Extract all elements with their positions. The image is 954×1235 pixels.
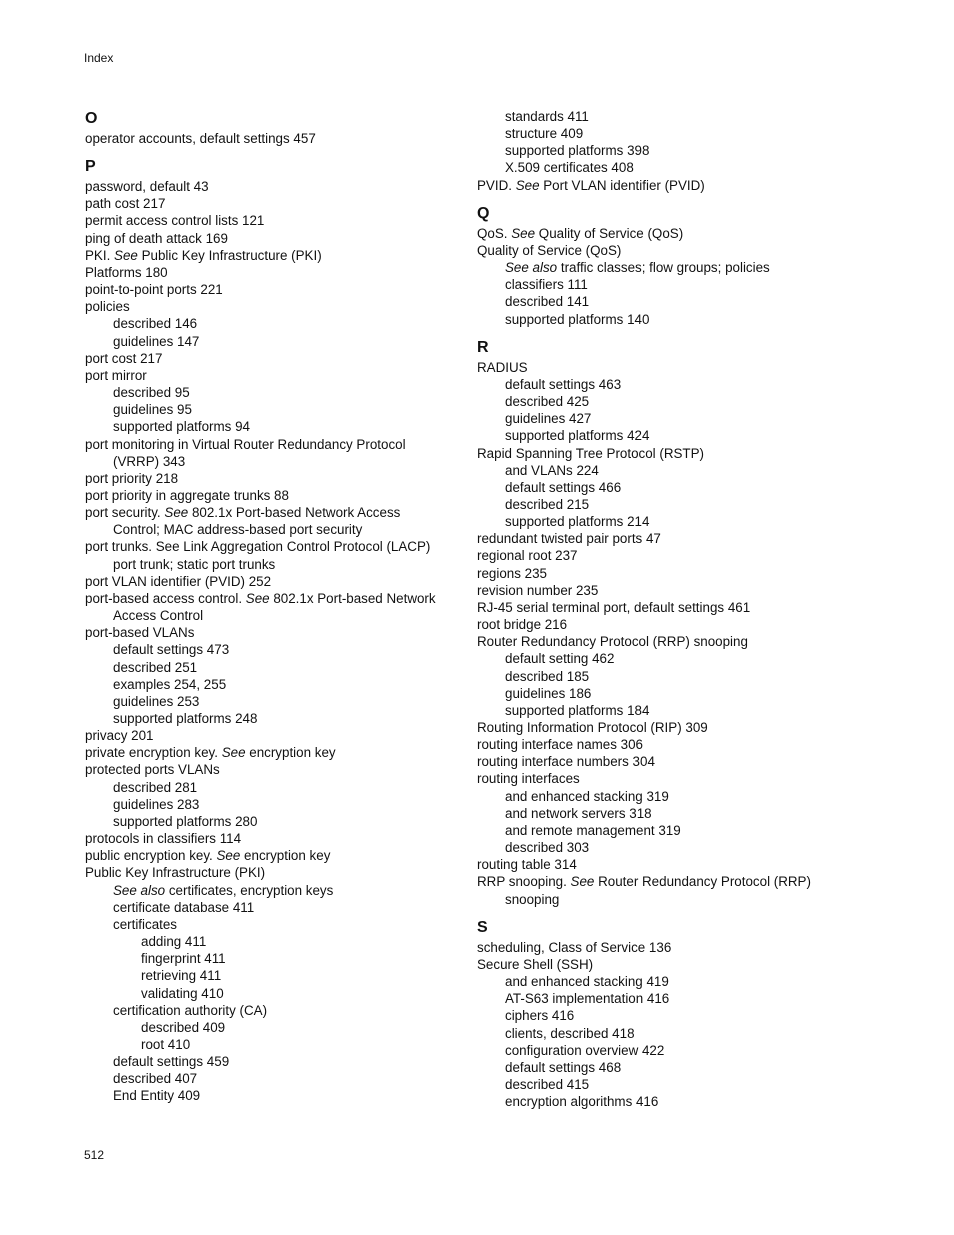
index-subentry [477, 685, 857, 702]
index-subentry [85, 1070, 465, 1087]
index-entry [85, 298, 465, 315]
index-text: protected ports VLANs [85, 762, 220, 778]
index-subentry [85, 813, 465, 830]
index-entry [85, 230, 465, 247]
index-text: guidelines 147 [113, 333, 200, 349]
index-text: Public Key Infrastructure (PKI) [85, 865, 266, 881]
index-subentry [85, 916, 465, 933]
index-entry [477, 599, 857, 616]
index-subentry [477, 462, 857, 479]
index-entry [477, 753, 857, 770]
index-subentry [85, 333, 465, 350]
index-entry [85, 281, 465, 298]
index-text: RADIUS [477, 359, 528, 375]
index-text: and enhanced stacking 419 [505, 974, 669, 990]
index-text: certificates [113, 916, 177, 932]
index-text: AT-S63 implementation 416 [505, 991, 670, 1007]
index-text: standards 411 [505, 109, 589, 124]
index-subsubentry [85, 1036, 465, 1053]
index-subentry [477, 1025, 857, 1042]
index-text: port-based VLANs [85, 625, 195, 641]
index-section-letter: R [477, 338, 489, 356]
index-subentry [477, 839, 857, 856]
index-text: Router Redundancy Protocol (RRP) snooping [477, 634, 748, 650]
index-subentry [85, 453, 465, 470]
index-section-letter: O [85, 110, 98, 127]
index-entry [85, 830, 465, 847]
index-subentry [85, 899, 465, 916]
index-subentry [477, 650, 857, 667]
index-text: and enhanced stacking 319 [505, 788, 669, 804]
index-text: redundant twisted pair ports 47 [477, 531, 661, 547]
index-text: adding 411 [141, 934, 207, 950]
cross-reference-term: See [570, 874, 595, 890]
index-text: encryption key [245, 745, 336, 761]
index-text: supported platforms 424 [505, 428, 650, 444]
index-subentry [85, 693, 465, 710]
index-text: certificates, encryption keys [165, 882, 334, 898]
index-text: path cost 217 [85, 196, 166, 212]
cross-reference-term: See [511, 225, 536, 241]
index-subentry [477, 805, 857, 822]
index-entry [85, 487, 465, 504]
index-text: default settings 466 [505, 479, 622, 495]
index-text: Public Key Infrastructure (PKI) [137, 247, 322, 263]
cross-reference-term: See [221, 745, 246, 761]
index-text: PVID. [477, 177, 516, 193]
index-text: public encryption key. [85, 848, 217, 864]
index-entry [477, 719, 857, 736]
index-text: supported platforms 140 [505, 311, 650, 327]
index-entry [85, 504, 465, 521]
index-subentry [477, 822, 857, 839]
cross-reference-term: See also [505, 260, 558, 276]
index-text: retrieving 411 [141, 968, 222, 984]
index-text: root bridge 216 [477, 617, 568, 633]
index-subentry [477, 293, 857, 310]
index-text: port VLAN identifier (PVID) 252 [85, 573, 272, 589]
index-text: configuration overview 422 [505, 1042, 665, 1058]
index-entry [477, 565, 857, 582]
index-subentry [85, 418, 465, 435]
index-text: point-to-point ports 221 [85, 282, 223, 298]
index-entry [85, 436, 465, 453]
index-entry [477, 359, 857, 376]
index-subsubentry [85, 985, 465, 1002]
index-entry [477, 547, 857, 564]
index-subentry [477, 276, 857, 293]
index-text: described 146 [113, 316, 198, 332]
index-text: PKI. [85, 247, 115, 263]
index-text: password, default 43 [85, 179, 209, 195]
index-entry [477, 242, 857, 259]
index-text: 802.1x Port-based Network [269, 590, 436, 606]
index-text: clients, described 418 [505, 1025, 635, 1041]
index-text: privacy 201 [85, 728, 154, 744]
index-text: encryption algorithms 416 [505, 1094, 659, 1110]
index-text: supported platforms 94 [113, 419, 250, 435]
index-text: fingerprint 411 [141, 951, 226, 967]
index-text: default settings 473 [113, 642, 230, 658]
index-text: RRP snooping. [477, 874, 571, 890]
index-subentry [85, 710, 465, 727]
index-text: examples 254, 255 [113, 676, 227, 692]
index-entry [85, 130, 465, 147]
index-text: revision number 235 [477, 582, 599, 598]
index-subentry [477, 788, 857, 805]
index-text: validating 410 [141, 985, 224, 1001]
index-text: port monitoring in Virtual Router Redundancy Protocol [85, 436, 406, 452]
index-subentry [477, 376, 857, 393]
index-text: described 407 [113, 1071, 198, 1087]
index-section-letter: P [85, 158, 96, 176]
index-entry [477, 873, 857, 890]
index-text: supported platforms 280 [113, 813, 258, 829]
index-entry [85, 573, 465, 590]
index-text: Platforms 180 [85, 264, 168, 280]
index-subentry [85, 641, 465, 658]
index-text: port priority 218 [85, 470, 179, 486]
index-entry [477, 445, 857, 462]
index-text: Port VLAN identifier (PVID) [539, 177, 705, 193]
index-text: 802.1x Port-based Network Access [188, 505, 401, 521]
index-text: port-based access control. [85, 590, 246, 606]
index-subentry [477, 496, 857, 513]
index-entry [477, 633, 857, 650]
index-entry [85, 727, 465, 744]
index-subentry [85, 1002, 465, 1019]
index-text: permit access control lists 121 [85, 213, 265, 229]
index-subentry [477, 311, 857, 328]
index-subentry [477, 159, 857, 176]
index-subentry [477, 393, 857, 410]
index-subentry [85, 676, 465, 693]
index-text: X.509 certificates 408 [505, 160, 634, 176]
index-entry [477, 225, 857, 242]
index-text: default setting 462 [505, 651, 615, 667]
index-subentry [477, 973, 857, 990]
index-text: guidelines 186 [505, 685, 592, 701]
index-entry [85, 864, 465, 881]
index-subentry [477, 125, 857, 142]
index-text: End Entity 409 [113, 1088, 201, 1104]
index-text: Routing Information Protocol (RIP) 309 [477, 720, 708, 735]
index-entry [477, 582, 857, 599]
index-text: RJ-45 serial terminal port, default settings 461 [477, 599, 751, 615]
index-entry [477, 939, 857, 956]
index-text: described 185 [505, 668, 590, 684]
index-text: guidelines 95 [113, 402, 192, 418]
index-subentry [85, 779, 465, 796]
index-entry [85, 590, 465, 607]
index-entry [85, 847, 465, 864]
index-text: default settings 468 [505, 1059, 622, 1075]
index-text: private encryption key. [85, 745, 222, 761]
index-entry [85, 264, 465, 281]
index-text: ping of death attack 169 [85, 230, 228, 246]
index-subentry [85, 384, 465, 401]
index-text: operator accounts, default settings 457 [85, 131, 316, 146]
index-subentry [85, 556, 465, 573]
index-text: Router Redundancy Protocol (RRP) [594, 874, 811, 890]
index-subentry [85, 521, 465, 538]
index-subsubentry [85, 1019, 465, 1036]
index-text: Quality of Service (QoS) [535, 225, 684, 241]
index-subentry [477, 108, 857, 125]
index-text: regions 235 [477, 565, 547, 581]
index-column-left [85, 108, 465, 1105]
index-text: classifiers 111 [505, 277, 588, 293]
index-text: and network servers 318 [505, 805, 652, 821]
index-text: Access Control [113, 608, 204, 624]
index-entry [85, 195, 465, 212]
index-subentry [477, 1093, 857, 1110]
index-text: described 415 [505, 1076, 590, 1092]
index-text: routing table 314 [477, 857, 577, 873]
cross-reference-term: See [515, 177, 540, 193]
index-text: and VLANs 224 [505, 462, 599, 478]
index-subsubentry [85, 967, 465, 984]
index-subentry [85, 315, 465, 332]
index-subentry [477, 990, 857, 1007]
index-text: default settings 463 [505, 376, 622, 392]
index-text: guidelines 283 [113, 796, 200, 812]
index-subentry [477, 259, 857, 276]
index-subentry [85, 1053, 465, 1070]
index-text: port cost 217 [85, 350, 163, 366]
index-text: root 410 [141, 1036, 191, 1052]
index-text: routing interface names 306 [477, 737, 643, 753]
index-text: Control; MAC address-based port security [113, 522, 363, 538]
index-text: and remote management 319 [505, 822, 681, 838]
index-entry [85, 761, 465, 778]
index-subentry [85, 796, 465, 813]
index-subsubentry [85, 933, 465, 950]
index-subentry [85, 401, 465, 418]
index-text: described 425 [505, 394, 590, 410]
index-subentry [477, 427, 857, 444]
index-entry [85, 470, 465, 487]
index-text: guidelines 253 [113, 693, 200, 709]
index-subentry [477, 891, 857, 908]
index-subentry [85, 1087, 465, 1104]
index-column-right [477, 108, 857, 1110]
index-entry [477, 177, 857, 194]
index-subentry [477, 668, 857, 685]
index-entry [85, 624, 465, 641]
index-entry [85, 247, 465, 264]
index-text: Rapid Spanning Tree Protocol (RSTP) [477, 445, 705, 461]
index-entry [477, 736, 857, 753]
index-text: described 215 [505, 496, 590, 512]
index-text: port mirror [85, 367, 147, 383]
index-text: Quality of Service (QoS) [477, 242, 622, 258]
index-text: encryption key [240, 848, 331, 864]
index-text: port trunks. See Link Aggregation Control Protocol (LACP) [85, 539, 431, 555]
index-entry [85, 212, 465, 229]
index-text: supported platforms 248 [113, 711, 258, 726]
index-entry [477, 530, 857, 547]
index-text: described 303 [505, 840, 590, 856]
index-text: scheduling, Class of Service 136 [477, 939, 672, 955]
index-text: QoS. [477, 225, 512, 241]
running-header: Index [84, 51, 114, 65]
index-text: protocols in classifiers 114 [85, 831, 242, 847]
cross-reference-term: See also [113, 882, 166, 898]
index-text: described 251 [113, 659, 198, 675]
index-text: port trunk; static port trunks [113, 556, 276, 572]
index-text: supported platforms 184 [505, 702, 650, 718]
index-entry [85, 350, 465, 367]
cross-reference-term: See [164, 505, 189, 521]
index-text: policies [85, 299, 130, 315]
index-text: structure 409 [505, 126, 584, 142]
index-text: port security. [85, 505, 165, 521]
index-subentry [477, 1007, 857, 1024]
index-text: default settings 459 [113, 1054, 230, 1070]
index-section-letter: Q [477, 204, 490, 222]
index-section-letter: S [477, 918, 488, 936]
index-entry [85, 367, 465, 384]
index-text: certification authority (CA) [113, 1002, 268, 1018]
index-text: port priority in aggregate trunks 88 [85, 487, 289, 503]
index-text: described 281 [113, 779, 198, 795]
cross-reference-term: See [245, 590, 270, 606]
index-subentry [477, 410, 857, 427]
index-text: routing interfaces [477, 771, 580, 787]
index-text: (VRRP) 343 [113, 453, 186, 469]
index-subentry [85, 882, 465, 899]
index-subentry [85, 659, 465, 676]
index-subentry [477, 1042, 857, 1059]
index-entry [477, 956, 857, 973]
index-text: snooping [505, 891, 560, 907]
index-text: certificate database 411 [113, 899, 255, 915]
index-entry [477, 856, 857, 873]
index-text: supported platforms 214 [505, 514, 650, 530]
index-entry [85, 178, 465, 195]
index-subentry [477, 479, 857, 496]
index-text: described 95 [113, 385, 190, 401]
index-text: regional root 237 [477, 548, 578, 564]
index-text: Secure Shell (SSH) [477, 956, 594, 972]
index-entry [85, 538, 465, 555]
index-subentry [477, 142, 857, 159]
index-entry [477, 616, 857, 633]
index-subsubentry [85, 950, 465, 967]
index-text: described 409 [141, 1019, 226, 1035]
index-text: supported platforms 398 [505, 143, 650, 159]
index-text: described 141 [505, 294, 590, 310]
cross-reference-term: See [114, 247, 138, 263]
index-entry [477, 770, 857, 787]
index-subentry [477, 513, 857, 530]
index-text: guidelines 427 [505, 411, 592, 427]
index-subentry [477, 1059, 857, 1076]
cross-reference-term: See [216, 848, 241, 864]
index-text: ciphers 416 [505, 1008, 575, 1024]
index-entry [85, 744, 465, 761]
index-subentry [477, 1076, 857, 1093]
index-text: traffic classes; flow groups; policies [557, 260, 770, 276]
page-number: 512 [84, 1148, 105, 1162]
index-subentry [477, 702, 857, 719]
index-subentry [85, 607, 465, 624]
index-text: routing interface numbers 304 [477, 754, 655, 770]
